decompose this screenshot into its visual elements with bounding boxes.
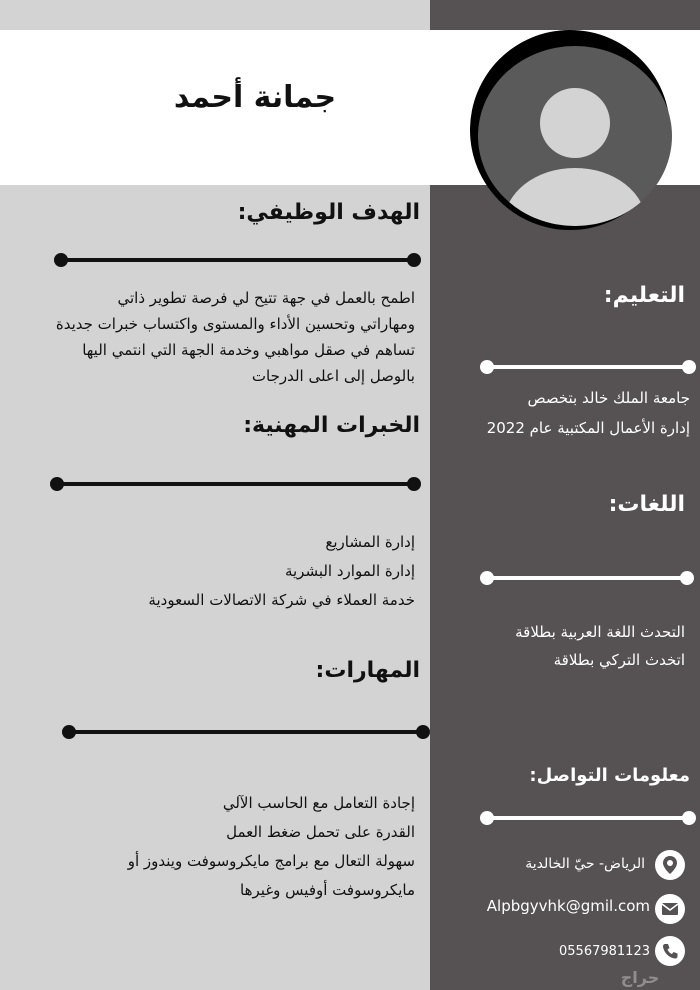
experience-item: خدمة العملاء في شركة الاتصالات السعودية bbox=[148, 591, 415, 609]
skill-line: إجادة التعامل مع الحاسب الآلي bbox=[222, 794, 415, 812]
divider-dot bbox=[480, 571, 494, 585]
divider-dot bbox=[407, 253, 421, 267]
divider-dot bbox=[54, 253, 68, 267]
education-line: إدارة الأعمال المكتبية عام 2022 bbox=[486, 419, 690, 437]
languages-divider bbox=[486, 576, 688, 580]
objective-heading: الهدف الوظيفي: bbox=[237, 200, 420, 225]
languages-heading: اللغات: bbox=[608, 492, 685, 517]
contact-divider bbox=[486, 816, 690, 820]
experience-item: إدارة الموارد البشرية bbox=[284, 562, 415, 580]
experience-list bbox=[20, 528, 415, 615]
contact-email[interactable]: Alpbgyvhk@gmil.com bbox=[486, 897, 650, 915]
education-divider bbox=[486, 365, 690, 369]
languages-text bbox=[440, 618, 685, 674]
divider-dot bbox=[50, 477, 64, 491]
contact-heading: معلومات التواصل: bbox=[529, 765, 690, 786]
skills-divider bbox=[68, 730, 424, 734]
education-text bbox=[440, 383, 690, 443]
watermark: حراج bbox=[620, 968, 660, 987]
experience-item: إدارة المشاريع bbox=[325, 533, 415, 551]
skill-line: سهولة التعال مع برامج مايكروسوفت ويندوز أو bbox=[127, 852, 415, 870]
divider-dot bbox=[62, 725, 76, 739]
avatar bbox=[478, 46, 672, 226]
phone-icon bbox=[655, 936, 685, 966]
contact-phone[interactable]: 05567981123 bbox=[559, 944, 650, 959]
divider-dot bbox=[682, 811, 696, 825]
envelope-icon bbox=[655, 894, 685, 924]
objective-line: تساهم في صقل مواهبي وخدمة الجهة التي انتمي اليها bbox=[82, 341, 415, 359]
experience-heading: الخبرات المهنية: bbox=[243, 413, 420, 438]
objective-line: بالوصل إلى اعلى الدرجات bbox=[251, 367, 415, 385]
avatar-head-icon bbox=[540, 88, 610, 158]
education-heading: التعليم: bbox=[603, 283, 685, 308]
skills-heading: المهارات: bbox=[315, 658, 420, 683]
language-line: التحدث اللغة العربية بطلاقة bbox=[515, 623, 685, 641]
divider-dot bbox=[407, 477, 421, 491]
divider-dot bbox=[682, 360, 696, 374]
avatar-body-icon bbox=[504, 168, 646, 226]
objective-divider bbox=[60, 258, 415, 262]
person-name: جمانة أحمد bbox=[173, 80, 337, 115]
objective-line: اطمح بالعمل في جهة تتيح لي فرصة تطوير ذاتي bbox=[117, 289, 415, 307]
objective-line: ومهاراتي وتحسين الأداء والمستوى واكتساب خبرات جديدة bbox=[55, 315, 415, 333]
language-line: اتخدث التركي بطلاقة bbox=[553, 651, 685, 669]
education-line: جامعة الملك خالد بتخصص bbox=[527, 389, 690, 407]
divider-dot bbox=[480, 360, 494, 374]
divider-dot bbox=[680, 571, 694, 585]
location-pin-icon bbox=[655, 850, 685, 880]
skill-line: مايكروسوفت أوفيس وغيرها bbox=[240, 881, 415, 899]
contact-location: الرياض- حيّ الخالدية bbox=[525, 856, 645, 872]
experience-divider bbox=[56, 482, 415, 486]
divider-dot bbox=[480, 811, 494, 825]
skill-line: القدرة على تحمل ضغط العمل bbox=[226, 823, 415, 841]
skills-text bbox=[20, 789, 415, 905]
divider-dot bbox=[416, 725, 430, 739]
objective-text bbox=[20, 285, 415, 389]
